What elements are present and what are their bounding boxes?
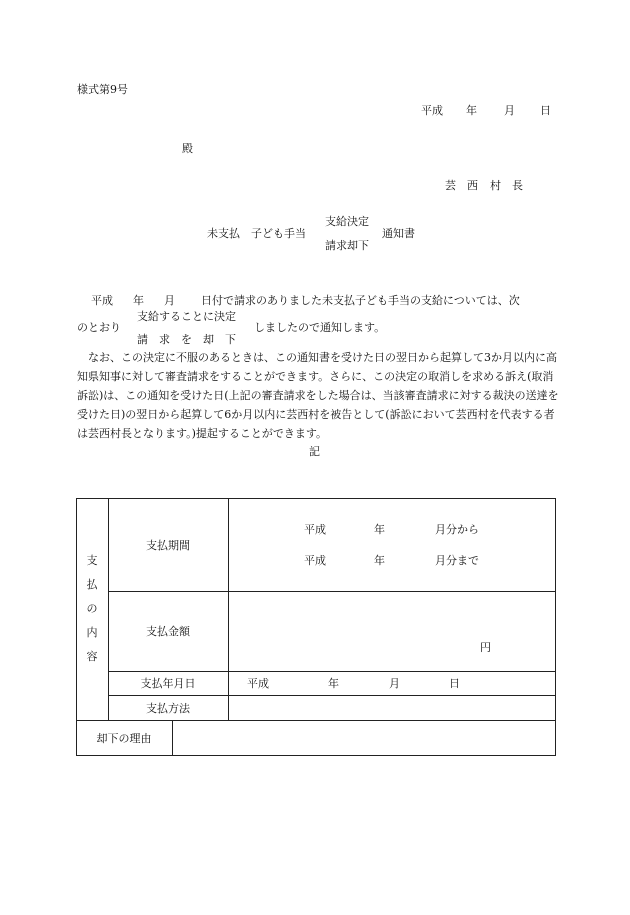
appeal-paragraph: なお、この決定に不服のあるときは、この通知書を受けた日の翌日から起算して3か月以内に高知県知事に対して審査請求をすることができます。さらに、この決定の取消しを求める訴え(取消訴訟)は、この通知を受けた日(上記の審査請求をした場合は、当該審査請求に対する裁決の送達を受けた日)の翌日から起算して6か月以内に芸西村を被告として(訴訟において芸西村を代表する者は芸西村長となります。)提起することができます。	[77, 351, 559, 440]
amount-label: 支払金額	[146, 625, 190, 638]
side-header-char: の	[86, 602, 98, 615]
addressee-honorific: 殿	[182, 142, 193, 155]
period-from-suffix: 月分から	[435, 523, 479, 536]
side-header-char: 内	[86, 626, 98, 639]
form-number: 様式第9号	[77, 83, 128, 96]
body-line2-rest: しましたので通知します。	[254, 321, 386, 334]
table-rule	[228, 498, 229, 720]
period-from-era: 平成	[304, 523, 326, 536]
body-choice-lower: 請 求 を 却 下	[137, 333, 236, 346]
date-month: 月	[504, 104, 515, 117]
table-rule	[172, 720, 173, 756]
date-era: 平成	[421, 104, 443, 117]
method-label: 支払方法	[146, 701, 190, 715]
amount-unit: 円	[480, 641, 491, 654]
side-header-char: 払	[86, 578, 98, 591]
title-suffix: 通知書	[382, 227, 415, 240]
title-option-decision: 支給決定	[325, 215, 369, 228]
period-to-suffix: 月分まで	[435, 554, 479, 567]
period-to-year: 年	[374, 554, 385, 567]
title-option-rejection: 請求却下	[325, 239, 369, 252]
issuer-title: 村 長	[490, 179, 523, 192]
side-header-char: 支	[86, 554, 98, 567]
title-prefix: 未支払 子ども手当	[207, 227, 306, 240]
pay-date-day: 日	[449, 677, 460, 690]
side-header-char: 容	[86, 650, 98, 663]
period-from-year: 年	[374, 523, 385, 536]
body-era: 平成	[91, 294, 113, 307]
rejection-reason-label: 却下の理由	[96, 732, 152, 745]
body-choice-upper: 支給することに決定	[137, 310, 236, 323]
pay-date-era: 平成	[247, 677, 269, 690]
side-header	[76, 498, 108, 720]
date-day: 日	[540, 104, 551, 117]
pay-date-label: 支払年月日	[140, 677, 196, 690]
period-label: 支払期間	[146, 538, 190, 552]
body-month: 月	[164, 294, 175, 307]
period-to-era: 平成	[304, 554, 326, 567]
pay-date-month: 月	[389, 677, 400, 690]
date-year: 年	[466, 104, 477, 117]
body-year: 年	[133, 294, 144, 307]
body-line1	[91, 295, 520, 306]
issuer-village: 芸 西	[445, 179, 478, 192]
body-line2-lead: のとおり	[77, 321, 121, 334]
body-line1-rest: 日付で請求のありました未支払子ども手当の支給については、次	[201, 294, 520, 307]
pay-date-year: 年	[328, 677, 339, 690]
ki-heading: 記	[309, 445, 320, 458]
